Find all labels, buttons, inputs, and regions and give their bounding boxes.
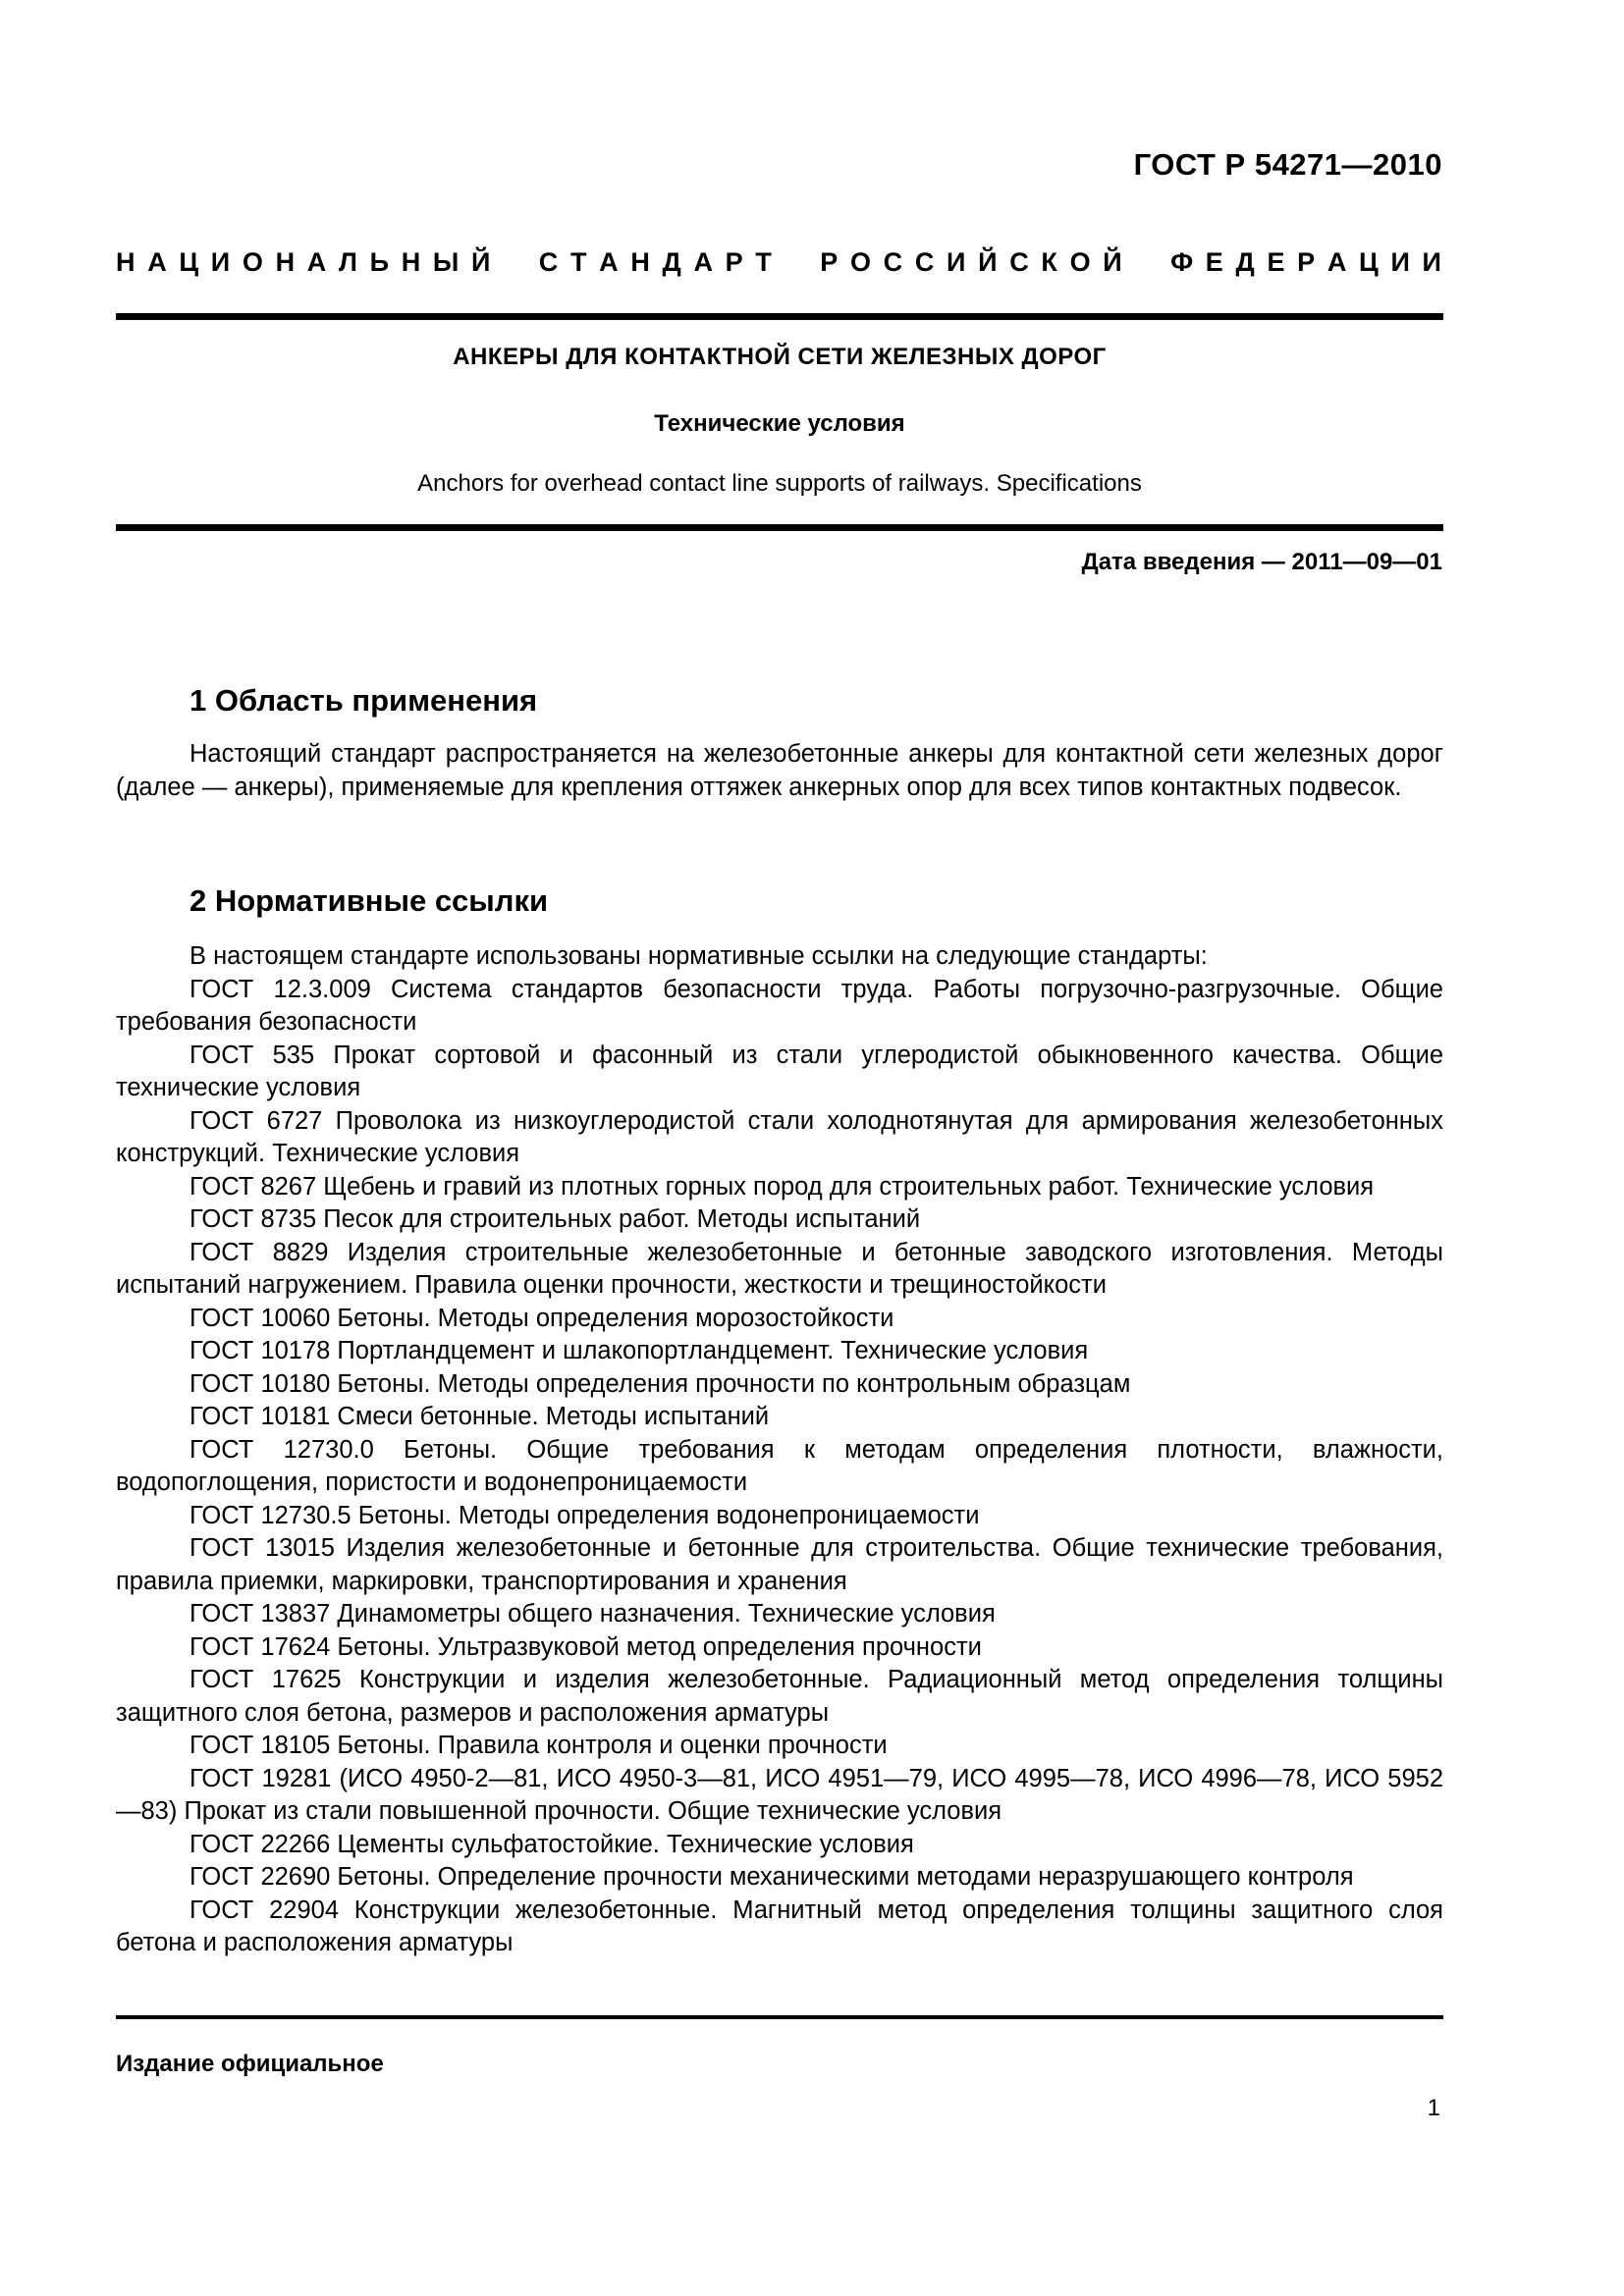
banner-letter: Д	[1235, 247, 1255, 277]
banner-letter: Ы	[432, 247, 460, 277]
top-rule	[116, 313, 1443, 320]
banner-letter: Т	[569, 247, 587, 277]
section-lead-paragraph: В настоящем стандарте использованы нормативные ссылки на следующие стандарты:	[189, 942, 1208, 970]
reference-item: ГОСТ 10181 Смеси бетонные. Методы испытаний	[189, 1403, 770, 1430]
banner-letter: С	[538, 247, 559, 277]
page-number: 1	[1427, 2095, 1440, 2121]
banner-letter: Р	[725, 247, 743, 277]
banner-letter: С	[1009, 247, 1029, 277]
banner-letter: С	[883, 247, 903, 277]
document-title: АНКЕРЫ ДЛЯ КОНТАКТНОЙ СЕТИ ЖЕЛЕЗНЫХ ДОРОГ	[453, 344, 1107, 370]
national-standard-banner	[116, 247, 1441, 278]
banner-letter: К	[1041, 247, 1057, 277]
banner-word-gap	[1134, 247, 1158, 278]
reference-item: ГОСТ 8267 Щебень и гравий из плотных горных пород для строительных работ. Технические условия	[189, 1172, 1375, 1201]
reference-item: ГОСТ 535 Прокат сортовой и фасонный из стали углеродистой обыкновенного качества. Общие технические условия	[116, 1041, 1443, 1101]
footer-rule	[116, 2015, 1443, 2019]
reference-list	[116, 974, 1443, 1960]
banner-letter: Н	[630, 247, 650, 277]
banner-letter: Е	[1267, 247, 1285, 277]
banner-letter: Р	[1297, 247, 1316, 277]
banner-letter: А	[693, 247, 713, 277]
introduction-date: Дата введения — 2011—09—01	[1081, 549, 1442, 575]
reference-item: ГОСТ 22266 Цементы сульфатостойкие. Технические условия	[189, 1830, 914, 1858]
banner-letter: Ц	[179, 247, 199, 277]
section-heading: 1 Область применения	[189, 683, 538, 718]
banner-letter: И	[1422, 247, 1441, 277]
banner-letter: И	[1390, 247, 1410, 277]
banner-letter: Н	[401, 247, 421, 277]
reference-item: ГОСТ 6727 Проволока из низкоуглеродистой стали холоднотянутая для армирования железобетонных конструкций. Технические условия	[116, 1106, 1443, 1167]
banner-letter: Н	[116, 247, 135, 277]
banner-letter: А	[147, 247, 167, 277]
banner-letter: Ь	[369, 247, 390, 277]
banner-letter: О	[849, 247, 871, 277]
banner-letter: Н	[275, 247, 296, 277]
reference-item: ГОСТ 8829 Изделия строительные железобетонные и бетонные заводского изготовления. Методы испытаний нагружением. Правила оценки прочности, жесткости и трещиностойкости	[116, 1238, 1443, 1299]
reference-item: ГОСТ 12.3.009 Система стандартов безопасности труда. Работы погрузочно-разгрузочные. Общие требования безопасности	[116, 975, 1443, 1036]
banner-letter: Й	[471, 247, 491, 277]
reference-item: ГОСТ 8735 Песок для строительных работ. Методы испытаний	[189, 1205, 921, 1233]
banner-letter: И	[210, 247, 231, 277]
reference-item: ГОСТ 17625 Конструкции и изделия железобетонные. Радиационный метод определения толщины защитного слоя бетона, размеров и расположения арматуры	[116, 1666, 1443, 1727]
reference-item: ГОСТ 10180 Бетоны. Методы определения прочности по контрольным образцам	[189, 1369, 1131, 1398]
reference-item: ГОСТ 17624 Бетоны. Ультразвуковой метод определения прочности	[189, 1632, 982, 1661]
banner-letter: И	[947, 247, 966, 277]
banner-letter: С	[914, 247, 935, 277]
reference-item: ГОСТ 10178 Портландцемент и шлакопортландцемент. Технические условия	[189, 1337, 1089, 1364]
document-title-english: Anchors for overhead contact line supports of railways. Specifications	[417, 470, 1142, 497]
banner-letter: А	[1326, 247, 1347, 277]
banner-letter: Ц	[1359, 247, 1379, 277]
title-bottom-rule	[116, 524, 1443, 531]
reference-item: ГОСТ 22904 Конструкции железобетонные. Магнитный метод определения толщины защитного слоя бетона и расположения арматуры	[116, 1896, 1443, 1956]
standard-id: ГОСТ Р 54271—2010	[1133, 147, 1442, 182]
reference-item: ГОСТ 12730.5 Бетоны. Методы определения водонепроницаемости	[189, 1501, 980, 1529]
section-normative-references	[116, 881, 1443, 1960]
banner-letter: А	[599, 247, 619, 277]
banner-letter: Т	[755, 247, 772, 277]
banner-word-gap	[503, 247, 526, 278]
banner-letter: Д	[662, 247, 681, 277]
edition-note: Издание официальное	[116, 2051, 384, 2077]
document-subtitle: Технические условия	[654, 410, 905, 437]
banner-word-gap	[785, 247, 808, 278]
reference-item: ГОСТ 10060 Бетоны. Методы определения морозостойкости	[189, 1304, 894, 1332]
reference-item: ГОСТ 13837 Динамометры общего назначения. Технические условия	[189, 1600, 996, 1628]
banner-letter: О	[242, 247, 263, 277]
banner-letter: Й	[978, 247, 998, 277]
section-scope	[116, 681, 1443, 804]
banner-letter: О	[1069, 247, 1091, 277]
banner-letter: Р	[820, 247, 839, 277]
section-paragraph: Настоящий стандарт распространяется на железобетонные анкеры для контактной сети железных дорог (далее — анкеры), применяемые для крепления оттяжек анкерных опор для всех типов контактных подвесок.	[116, 740, 1443, 801]
reference-item: ГОСТ 19281 (ИСО 4950-2—81, ИСО 4950-3—81, ИСО 4951—79, ИСО 4995—78, ИСО 4996—78, ИСО 5952—83) Прокат из стали повышенной прочности. Общие технические условия	[116, 1764, 1443, 1825]
reference-item: ГОСТ 22690 Бетоны. Определение прочности механическими методами неразрушающего контроля	[189, 1863, 1354, 1891]
reference-item: ГОСТ 13015 Изделия железобетонные и бетонные для строительства. Общие технические требования, правила приемки, маркировки, транспортирования и хранения	[116, 1534, 1443, 1595]
banner-letter: Л	[338, 247, 357, 277]
banner-letter: Ф	[1170, 247, 1194, 277]
banner-letter: Е	[1205, 247, 1223, 277]
reference-item: ГОСТ 12730.0 Бетоны. Общие требования к методам определения плотности, влажности, водопоглощения, пористости и водонепроницаемости	[116, 1435, 1443, 1496]
banner-letter: А	[306, 247, 327, 277]
banner-letter: Й	[1103, 247, 1122, 277]
reference-item: ГОСТ 18105 Бетоны. Правила контроля и оценки прочности	[189, 1732, 888, 1759]
section-heading: 2 Нормативные ссылки	[189, 883, 549, 918]
